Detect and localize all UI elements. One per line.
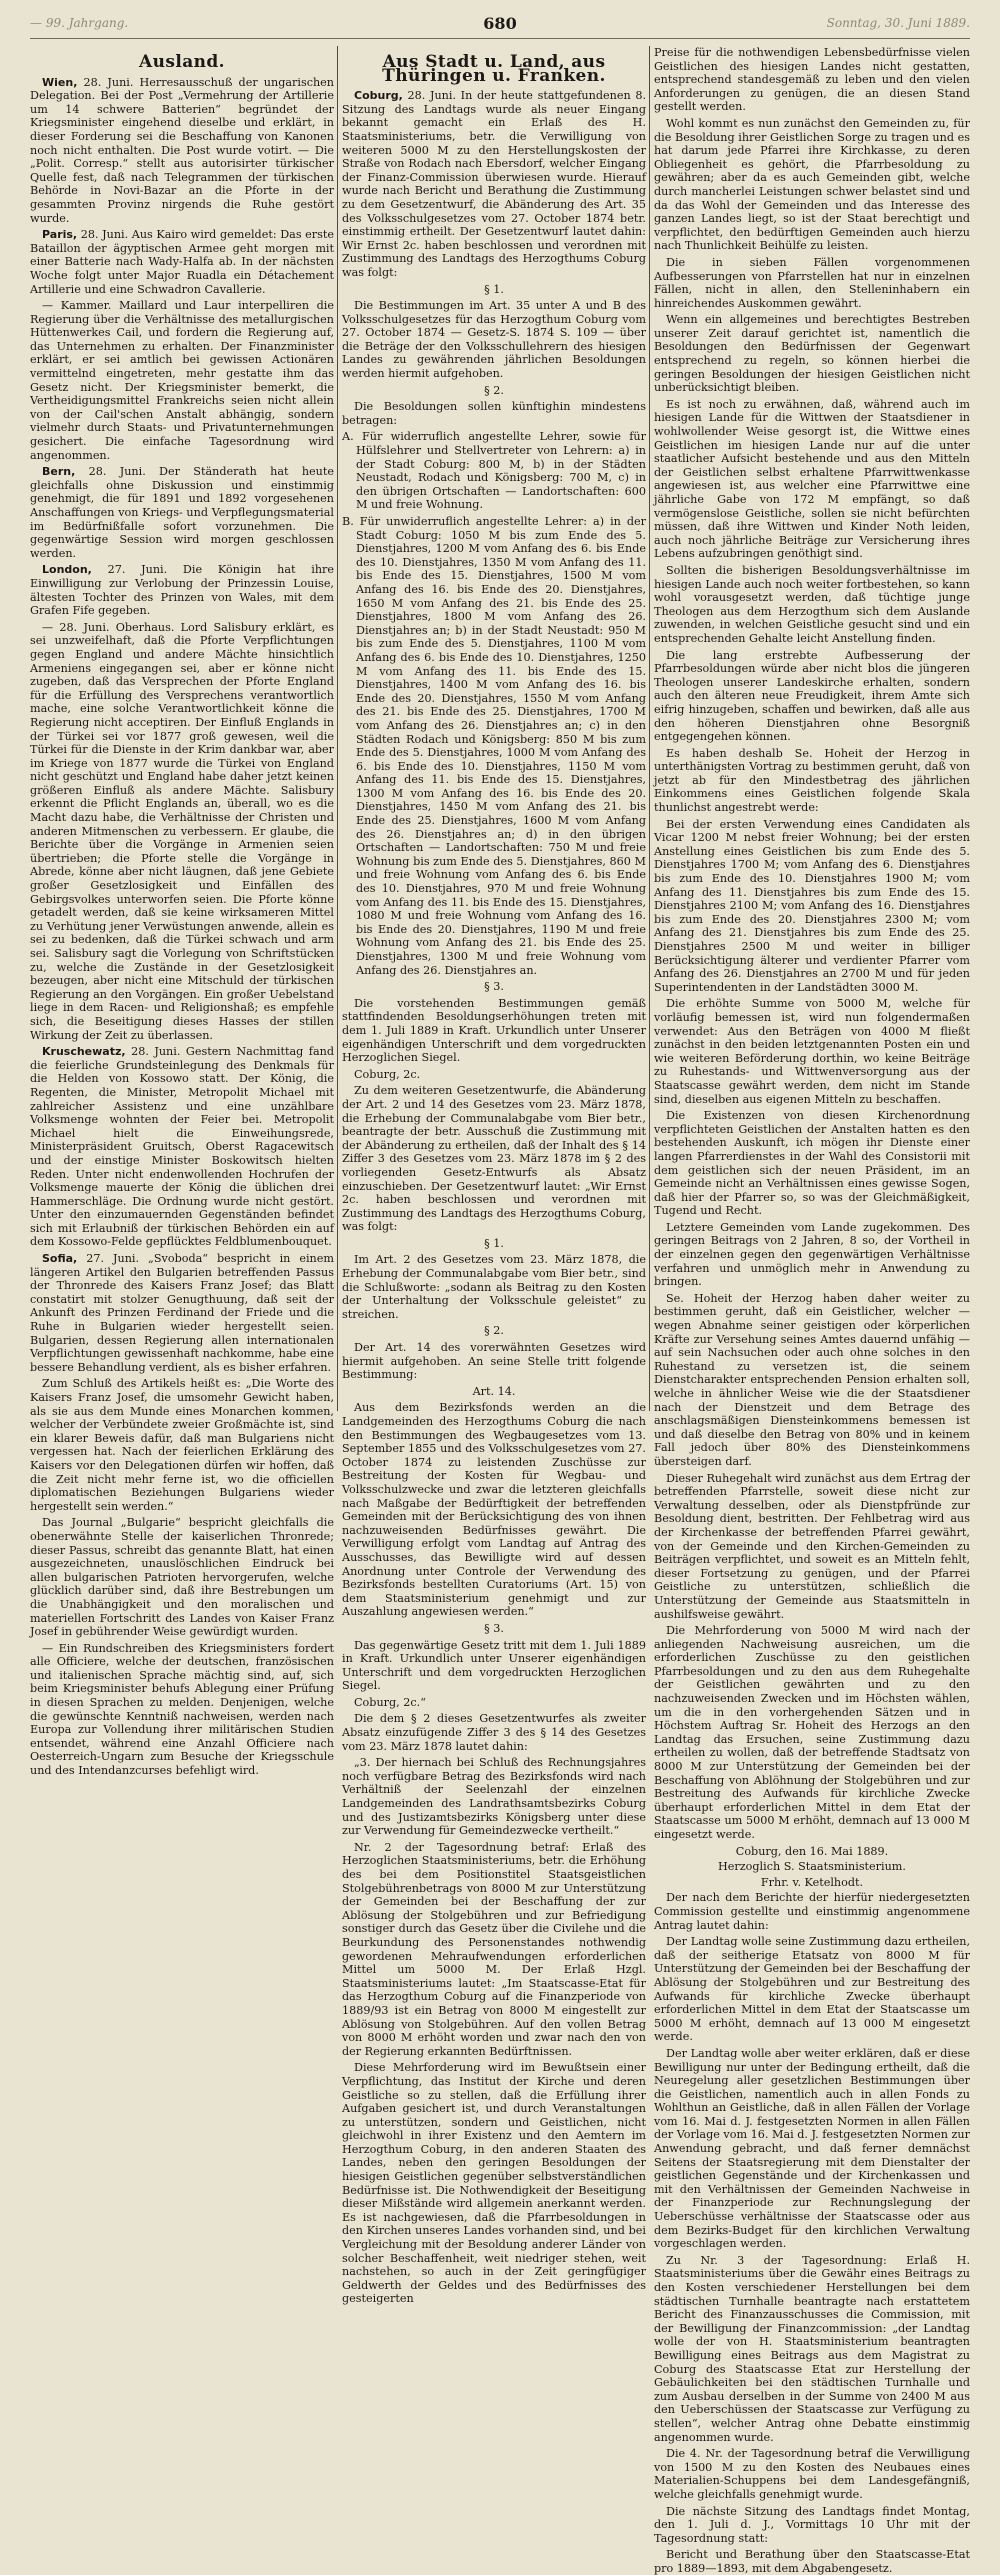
law-text: Das gegenwärtige Gesetz tritt mit dem 1. Juli 1889 in Kraft. Urkundlich unter Unserer eigenhändigen Unterschrift und dem vorgedruckten Herzoglichen Siegel. [342, 1638, 646, 1693]
law-clause-b: B. Für unwiderruflich angestellte Lehrer: a) in der Stadt Coburg: 1050 M bis zum Ende des 5. Dienstjahres, 1200 M vom Anfang des 6. bis Ende des 10. Dienstjahres, 1350 M vom Anfang des 11. bis Ende des 15. Dienstjahres, 1500 M vom Anfang des 16. bis Ende des 20. Dienstjahres, 1650 M vom Anfang des 21. bis Ende des 25. Dienstjahres, 1800 M vom Anfang des 26. Dienstjahres an; b) in der Stadt Neustadt: 950 M bis zum Ende des 5. Dienstjahres, 1100 M vom Anfang des 6. bis Ende des 10. Dienstjahres, 1250 M vom Anfang des 11. bis Ende des 15. Dienstjahres, 1400 M vom Anfang des 16. bis Ende des 20. Dienstjahres, 1550 M vom Anfang des 21. bis Ende des 25. Dienstjahres, 1700 M vom Anfang des 26. Dienstjahres an; c) in den Städten Rodach und Königsberg: 850 M bis zum Ende des 5. Dienstjahres, 1000 M vom Anfang des 6. bis Ende des 10. Dienstjahres, 1150 M vom Anfang des 11. bis Ende des 15. Dienstjahres, 1300 M vom Anfang des 16. bis Ende des 20. Dienstjahres, 1450 M vom Anfang des 21. bis Ende des 25. Dienstjahres, 1600 M vom Anfang des 26. Dienstjahres an; d) in den übrigen Ortschaften — Landortschaften: 750 M und freie Wohnung bis zum Ende des 5. Dienstjahres, 860 M und freie Wohnung vom Anfang des 6. bis Ende des 10. Dienstjahres, 970 M und freie Wohnung vom Anfang des 11. bis Ende des 15. Dienstjahres, 1080 M und freie Wohnung vom Anfang des 16. bis Ende des 20. Dienstjahres, 1190 M und freie Wohnung vom Anfang des 21. bis Ende des 25. Dienstjahres, 1300 M und freie Wohnung vom Anfang des 26. Dienstjahres an. [342, 515, 646, 977]
article-text: 27. Juni. Die Königin hat ihre Einwilligung zur Verlobung der Prinzessin Louise, ältesten Tochter des Prinzen von Wales, mit dem Grafen Fife gegeben. [30, 563, 334, 618]
law-text: Diese Mehrforderung wird im Bewußtsein einer Verpflichtung, das Institut der Kirche und deren Geistliche so zu stellen, daß die Erfüllung ihrer Aufgaben gesichert ist, und durch Veranstaltungen zu unterstützen, sondern und Geistlichen, nicht gleichwohl in ihrer Existenz und den Aemtern im Herzogthum Coburg, in den anderen Staaten des Landes, neben den geringen Besoldungen der hiesigen Geistlichen gegenüber selbstverständlichen Bedürfnisse ist. Die Nothwendigkeit der Beseitigung dieser Mißstände wird allgemein anerkannt werden. Es ist nachgewiesen, daß die Pfarrbesoldungen in den Kirchen unseres Landes vorhanden sind, und bei Vergleichung mit der Besoldung anderer Länder von solcher Beschaffenheit, weit niedriger stehen, weit nachstehen, so auch in der Zeit geringfügiger Geldwerth der Geldes und des Bedürfnisses des gesteigerten [342, 2061, 646, 2306]
column-divider [649, 46, 650, 1411]
article-heading: Art. 14. [472, 1384, 516, 1398]
news-item-bulgarie: Das Journal „Bulgarie“ bespricht gleichfalls die obenerwähnte Stelle der kaiserlichen Thronrede; dieser Passus, schreibt das genannte Blatt, hat einen ausgezeichneten, unauslöschlichen Eindruck bei allen bulgarischen Patrioten hervorgerufen, welche glücklich darüber sind, daß ihre Bestrebungen um die Unabhängigkeit und den moralischen und materiellen Fortschritt des Landes von Kaiser Franz Josef in gebührender Weise gewürdigt wurden. [30, 1516, 334, 1639]
dateline: Sofia, [42, 1252, 78, 1266]
news-item-coburg [342, 89, 646, 279]
law-text: Die Besoldungen sollen künftighin mindestens betragen: [342, 400, 646, 427]
body-paragraph: Der Landtag wolle seine Zustimmung dazu ertheilen, daß der seitherige Etatsatz von 8000 M für Unterstützung der Gemeinden bei der Beschaffung der Ablösung der Stolgebühren und zur Bestreitung des Aufwands für kirchliche Zwecke überhaupt erforderlichen Mittel in dem Etat der Staatscasse um 5000 M erhöht, demnach auf 13 000 M eingesetzt werde. [654, 1935, 970, 2044]
news-item-sofia [30, 1252, 334, 1374]
body-paragraph: Se. Hoheit der Herzog haben daher weiter zu bestimmen geruht, daß ein Geistlicher, welcher — wegen Abnahme seiner geistigen oder körperlichen Kräfte zur Versehung seines Amtes dauernd unfähig — auf sein Nachsuchen oder auch ohne solches in den Ruhestand zu versetzen ist, die seinem Dienstcharakter entsprechenden Pension erhalten soll, welche in ähnlicher Weise wie die der Staatsdiener nach der Dienstzeit und dem Betrage des anschlagsmäßigen Diensteinkommens bemessen ist und daß dieselbe den Betrag von 80% und in keinem Fall jedoch über 80% des Diensteinkommens übersteigen darf. [654, 1291, 970, 1468]
law-text: Im Art. 2 des Gesetzes vom 23. März 1878, die Erhebung der Communalabgabe vom Bier betr., sind die Schlußworte: „sodann als Beitrag zu den Kosten der Unterhaltung der Volksschule geleistet“ zu streichen. [342, 1253, 646, 1321]
news-item-sofia-continued: Zum Schluß des Artikels heißt es: „Die Worte des Kaisers Franz Josef, die umsomehr Gewicht haben, als sie aus dem Munde eines Monarchen kommen, welcher der Verbündete zweier Großmächte ist, sind ein klarer Beweis dafür, daß man Bulgariens nicht vergessen hat. Nach der feierlichen Erklärung des Kaisers vor den Delegationen dürfen wir hoffen, daß die Zeit nicht mehr ferne ist, wo die officiellen diplomatischen Beziehungen Bulgariens wieder hergestellt sein werden.“ [30, 1377, 334, 1513]
body-paragraph: Wenn ein allgemeines und berechtigtes Bestreben unserer Zeit darauf gerichtet ist, namentlich die Besoldungen den Bedürfnissen der Gegenwart entsprechend zu regeln, so können hierbei die geringen Besoldungen der hiesigen Geistlichen nicht unberücksichtigt bleiben. [654, 313, 970, 395]
law-text: Die Bestimmungen im Art. 35 unter A und B des Volksschulgesetzes für das Herzogthum Coburg vom 27. October 1874 — Gesetz-S. 1874 S. 109 — über die Beträge der den Volksschullehrern des hiesigen Landes zu gewährenden jährlichen Besoldungen werden hiermit aufgehoben. [342, 299, 646, 381]
body-paragraph: Die in sieben Fällen vorgenommenen Aufbesserungen von Pfarrstellen hat nur in einzelnen Fällen, nicht in allen, den Stelleninhabern ein hinreichendes Auskommen gewährt. [654, 255, 970, 310]
body-paragraph: Zu Nr. 3 der Tagesordnung: Erlaß H. Staatsministeriums über die Gewähr eines Beitrags zu den Kosten verschiedener Herstellungen bei dem städtischen Turnhalle beantragte nach erstattetem Bericht des Finanzausschusses die Commission, mit der Bewilligung der Finanzcommission: „der Landtag wolle der von H. Staatsministerium beantragten Bewilligung eines Beitrags aus dem Magistrat zu Coburg des Staatscasse Etat zur Herstellung der Gebäulichkeiten bei den städtischen Turnhalle und zum Ausbau derselben in der Summe von 2400 M aus den Ueberschüssen der Staatscasse zur Verfügung zu stellen“, welcher Antrag ohne Debatte einstimmig angenommen wurde. [654, 2253, 970, 2444]
section-title-stadt-land: Aus Stadt u. Land, aus Thüringen u. Franken. [382, 52, 606, 86]
law-text: Zu dem weiteren Gesetzentwurfe, die Abänderung der Art. 2 und 14 des Gesetzes vom 23. März 1878, die Erhebung der Communalabgabe vom Bier betr., beantragte der betr. Ausschuß die Zustimmung mit der Abänderung zu ertheilen, daß der Inhalt des § 14 Ziffer 3 des Gesetzes vom 23. März 1878 im § 2 des vorliegenden Gesetz-Entwurfs als Absatz einzuschieben. Der Gesetzentwurf lautet: „Wir Ernst 2c. haben beschlossen und verordnen mit Zustimmung des Landtags des Herzogthums Coburg, was folgt: [342, 1084, 646, 1234]
news-item-kruschewatz [30, 1045, 334, 1249]
dateline: Wien, [42, 75, 78, 89]
place-date-line: Coburg, den 16. Mai 1889. [735, 1844, 889, 1858]
body-paragraph: Die Mehrforderung von 5000 M wird nach der anliegenden Nachweisung ausreichen, um die erforderlichen Zuschüsse zu den geistlichen Pfarrbesoldungen und zu den aus dem Ruhegehalte der Geistlichen gewährten und zu den nachzuweisenden Zwecken und im Höchsten wählen, um die in den vorhergehenden Sätzen und in Höchstem Auftrag Sr. Hoheit des Herzogs an den Landtag das Ersuchen, seine Zustimmung dazu ertheilen zu wollen, daß der betreffende Stadtsatz von 8000 M zur Unterstützung der Gemeinden bei der Beschaffung von Ablöhnung der Stolgebühren und zur Bestreitung des Aufwands für kirchliche Zwecke überhaupt erforderlichen Mittel in dem Etat der Staatscasse um 5000 M erhöht, demnach auf 13 000 M eingesetzt werde. [654, 1624, 970, 1841]
news-item-london [30, 563, 334, 617]
article-text: 28. Juni. Der Ständerath hat heute gleichfalls ohne Diskussion und einstimmig genehmigt, die für 1891 und 1892 vorgesehenen Anschaffungen von Kriegs- und Verpflegungsmaterial im Bedürfnißfalle sofort vorzunehmen. Die gegenwärtige Session wird morgen geschlossen werden. [30, 465, 334, 560]
body-paragraph: Der nach dem Berichte der hierfür niedergesetzten Commission gestellte und einstimmig angenommene Antrag lautet dahin: [654, 1891, 970, 1932]
running-head-left: — 99. Jahrgang. [30, 16, 129, 30]
law-text: Der Art. 14 des vorerwähnten Gesetzes wird hiermit aufgehoben. An seine Stelle tritt folgende Bestimmung: [342, 1341, 646, 1382]
news-item-wien [30, 76, 334, 226]
dateline: Paris, [42, 228, 78, 242]
dateline: Kruschewatz, [42, 1045, 126, 1059]
article-text: 28. Juni. Herresausschuß der ungarischen Delegation. Bei der Post „Vermehrung der Artillerie um 14 schwere Batterien“ begründet der Kriegsminister eingehend dieselbe und erklärt, in dieser Forderung sei die Beschaffung von Kanonen noch nicht enthalten. Die Post wurde votirt. — Die „Polit. Corresp.“ stellt aus autorisirter türkischer Quelle fest, daß nach Telegrammen der türkischen Behörde in Novi-Bazar an die Pforte in der gesammten Provinz nirgends die Ruhe gestört wurde. [30, 75, 334, 225]
page-header [30, 12, 970, 39]
column-continued [654, 46, 970, 2575]
dateline: Bern, [42, 465, 76, 479]
news-item-bern [30, 465, 334, 560]
dateline: Coburg, [354, 89, 403, 103]
body-paragraph: Die nächste Sitzung des Landtags findet Montag, den 1. Juli d. J., Vormittags 10 Uhr mit der Tagesordnung statt: [654, 2504, 970, 2545]
agenda-item-2: Nr. 2 der Tagesordnung betraf: Erlaß des Herzoglichen Staatsministeriums, betr. die Erhöhung des bei dem Positionstitel Staatsgeistlichen Stolgebührenbetrags von 8000 M zur Unterstützung der Gemeinden bei der Beschaffung der zur Ablösung der Stolgebühren und zur Befriedigung sonstiger durch das Gesetz über die Civilehe und die Beurkundung des Personenstandes nothwendig gewordenen Mehraufwendungen erforderlichen Mittel um 5000 M. Der Erlaß Hzgl. Staatsministeriums lautet: „Im Staatscasse-Etat für das Herzogthum Coburg auf die Finanzperiode von 1889/93 ist ein Betrag von 8000 M eingestellt zur Ablösung von Stolgebühren. Auf den vollen Betrag von 8000 M erhöht worden und zwar nach den von der Regierung erkannten Bedürftnissen. [342, 1840, 646, 2058]
paragraph-sign: § 1. [484, 1236, 504, 1250]
place-line: Coburg, 2c.“ [354, 1695, 426, 1709]
law-text: Die dem § 2 dieses Gesetzentwurfes als zweiter Absatz einzufügende Ziffer 3 des § 14 des Gesetzes vom 23. März 1878 lautet dahin: [342, 1712, 646, 1753]
body-paragraph: Preise für die nothwendigen Lebensbedürfnisse vielen Geistlichen des hiesigen Landes nicht gestatten, entsprechend standesgemäß zu leben und den vielen Anforderungen zu genügen, die an diesen Stand gestellt werden. [654, 46, 970, 114]
paragraph-sign: § 3. [484, 980, 504, 994]
news-item-rundschreiben: — Ein Rundschreiben des Kriegsministers fordert alle Officiere, welche der deutschen, französischen und italienischen Sprache mächtig sind, auf, sich beim Kriegsminister behufs Ablegung einer Prüfung in diesen Sprachen zu melden. Denjenigen, welche die gewünschte Kenntniß nachweisen, werden nach Europa zur Vollendung ihrer militärischen Studien entsendet, während eine Anzahl Officiere nach Oesterreich-Ungarn zum Besuche der Kriegsschule und des Intendanzcurses befehligt wird. [30, 1641, 334, 1778]
article-text: 27. Juni. „Svoboda“ bespricht in einem längeren Artikel den Bulgarien betreffenden Passus der Thronrede des Kaisers Franz Josef; das Blatt constatirt mit stolzer Genugthuung, daß seit der Ankunft des Prinzen Ferdinand der Friede und die Ruhe in Bulgarien wieder hergestellt seien. Bulgarien, dessen Regierung allen internationalen Verpflichtungen gewissenhaft nachkomme, habe eine bessere Behandlung verdient, als es bisher erfahren. [30, 1252, 334, 1374]
dateline: London, [42, 563, 92, 577]
paragraph-sign: § 1. [484, 282, 504, 296]
body-paragraph: Der Landtag wolle aber weiter erklären, daß er diese Bewilligung nur unter der Bedingung ertheilt, daß die Neuregelung aller gesetzlichen Bestimmungen über die Geistlichen, namentlich auch in allen Fonds zu Wohlthun an Geistliche, daß in allen Fällen der Vorlage vom 16. Mai d. J. festgesetzten Normen in allen Fällen der Vorlage vom 16. Mai d. J. festgesetzten Normen zur Anwendung gebracht, und daß ferner demnächst Seitens der Staatsregierung mit dem Dienstalter der geistlichen Gegenstände und der Kirchenkassen und mit den Verhältnissen der Gemeinden Nachweise in der Finanzperiode zur Rechnungslegung der Ueberschüsse verhältnisse der Staatscasse oder aus dem Bezirks-Budget für den kirchlichen Verwaltung vorgeschlagen werden. [654, 2046, 970, 2251]
news-item-oberhaus: — 28. Juni. Oberhaus. Lord Salisbury erklärt, es sei unzweifelhaft, daß die Pforte Verpflichtungen gegen England und andere Mächte hinsichtlich Armeniens eingegangen sei, aber er könne nicht zugeben, daß das Versprechen der Pforte England für die Erfüllung des Versprechens verantwortlich mache, eine solche Verantwortlichkeit könne die Regierung nicht acceptiren. Der Einfluß Englands in der Türkei sei vor 1877 groß gewesen, weil die Türkei für die Dienste in der Krim dankbar war, aber im Kriege von 1877 wurde die Türkei von England nicht geschützt und England habe daher jetzt keinen größeren Einfluß als andere Mächte. Salisbury erkennt die Pflicht Englands an, überall, wo es die Macht dazu habe, die Verhältnisse der Christen und anderen Mitmenschen zu verbessern. Er glaube, die Berichte über die Vorgänge in Armenien seien übertrieben; die Pforte stelle die Vorgänge in Abrede, könne aber nicht läugnen, daß jene Gebiete großer Gesetzlosigkeit und Einfällen des Gebirgsvolkes unterworfen seien. Die Pforte könne getadelt werden, daß sie keine wirksameren Mittel zu Verhütung jener Verwüstungen anwende, allein es sei zu bedenken, daß die Türkei schwach und arm sei. Salisbury sagt die Vorlegung von Schriftstücken zu, welche die Zustände in der Gesetzlosigkeit bezeugen, aber nicht eine Mitschuld der türkischen Regierung an den Vorgängen. Ein großer Uebelstand liege in dem Racen- und Religionshaß; es empfehle sich, die Beseitigung dieses Hasses der stillen Wirkung der Zeit zu überlassen. [30, 620, 334, 1042]
body-paragraph: Die 4. Nr. der Tagesordnung betraf die Verwilligung von 1500 M zu den Kosten des Neubaues eines Materialien-Schuppens bei dem Landesgefängniß, welche gleichfalls genehmigt wurde. [654, 2447, 970, 2501]
body-paragraph: Sollten die bisherigen Besoldungsverhältnisse im hiesigen Lande auch noch weiter fortbestehen, so kann wohl vorausgesetzt werden, daß tüchtige junge Theologen aus dem Herzogthum sich dem Auslande zuwenden, in welchen Geistliche gesucht sind und ein entsprechenden Gehalte leicht Anstellung finden. [654, 563, 970, 645]
article-text: 28. Juni. In der heute stattgefundenen 8. Sitzung des Landtags wurde als neuer Eingang bekannt gemacht ein Erlaß des H. Staatsministeriums, betr. die Verwilligung von weiteren 5000 M zu den Herstellungskosten der Straße von Rodach nach Ebersdorf, welcher Eingang der Finanz-Commission überwiesen wurde. Hierauf wurde nach Bericht und Berathung die Zustimmung zu dem Gesetzentwurf, die Abänderung des Art. 35 des Volksschulgesetzes vom 27. October 1874 betr. einstimmig ertheilt. Der Gesetzentwurf lautet dahin: Wir Ernst 2c. haben beschlossen und verordnen mit Zustimmung des Landtags des Herzogthums Coburg was folgt: [342, 89, 647, 279]
body-paragraph: Die Existenzen von diesen Kirchenordnung verpflichteten Geistlichen der Anstalten hatten es den bestehenden Auskunft, ich mögen ihr Dienste einer langen Pfarrerdienstes in der Wahl des Consistorii mit dem geistlichen sich der neuen Präsident, im an Gemeinde nicht an Verhältnissen eines gewisse Sogen, daß hier der Pfarrer so, so was der Gleichmäßigkeit, Tugend und Recht. [654, 1109, 970, 1218]
law-text: Die vorstehenden Bestimmungen gemäß stattfindenden Besoldungserhöhungen treten mit dem 1. Juli 1889 in Kraft. Urkundlich unter Unserer eigenhändigen Unterschrift und dem vorgedruckten Herzoglichen Siegel. [342, 996, 646, 1065]
article-text: 28. Juni. Gestern Nachmittag fand die feierliche Grundsteinlegung des Denkmals für die Helden von Kossowo statt. Der König, die Regenten, die Minister, Metropolit Michael mit zahlreicher Assistenz und eine unzählbare Volksmenge wohnten der Feier bei. Metropolit Michael hielt die Einweihungsrede, Ministerpräsident Gruitsch, Oberst Ragacewitsch und der einstige Minister Boskowitsch hielten Reden. Unter nicht endenwollenden Hochrufen der Volksmenge mauerte der König die üblichen drei Hammerschläge. Die Ordnung wurde nicht gestört. Unter den einzumauernden Gegenständen befindet sich mit Erlaubniß der türkischen Behörden ein auf dem Kossowo-Felde gepflücktes Feldblumenbouquet. [30, 1045, 334, 1249]
page-number: 680 [483, 14, 517, 33]
body-paragraph: Die lang erstrebte Aufbesserung der Pfarrbesoldungen würde aber nicht blos die jüngeren Theologen unserer Landeskirche erhalten, sondern auch den älteren neue Freudigkeit, ihrem Amte sich eifrig hinzugeben, schaffen und bewirken, daß alle aus den höheren Dienstjahren ohne Besorgniß entgegengehen können. [654, 648, 970, 744]
column-divider [337, 46, 338, 1411]
article-text: 28. Juni. Aus Kairo wird gemeldet: Das erste Bataillon der ägyptischen Armee geht morgen mit einer Batterie nach Wady-Halfa ab. In der nächsten Woche folgt unter Major Ruadla ein Détachement Artillerie und eine Schwadron Cavallerie. [30, 228, 334, 296]
place-line: Coburg, 2c. [354, 1067, 421, 1081]
law-text: Aus dem Bezirksfonds werden an die Landgemeinden des Herzogthums Coburg die nach den Bestimmungen des Wegbaugesetzes vom 13. September 1855 und des Volksschulgesetzes vom 27. October 1874 zu leistenden Zuschüsse zur Bestreitung der Kosten für Wegbau- und Volksschulzwecke und zwar die letzteren gleichfalls nach Maßgabe der Bedürftigkeit der betreffenden Gemeinden mit der Berücksichtigung des von ihnen nachzuweisenden Bedürfnisses gewährt. Die Verwilligung erfolgt vom Landtag auf Antrag des Ausschusses, das Bewilligte wird auf dessen Anordnung unter Controle der Verwendung des Bezirksfonds bestellten Curatoriums (Art. 15) von dem Staatsministerium genehmigt und zur Auszahlung angewiesen werden.“ [342, 1401, 646, 1619]
signature-line: Frhr. v. Ketelhodt. [760, 1875, 864, 1889]
law-text: „3. Der hiernach bei Schluß des Rechnungsjahres noch verfügbare Betrag des Bezirksfonds wird nach Verhältniß der Seelenzahl der einzelnen Landgemeinden des Landrathsamtsbezirks Coburg und des Justizamtsbezirks Königsberg unter diese zur Verwendung für Gemeindezwecke vertheilt.“ [342, 1756, 646, 1838]
ministry-line: Herzoglich S. Staatsministerium. [718, 1860, 906, 1874]
column-ausland [30, 46, 334, 1778]
body-paragraph: Die erhöhte Summe von 5000 M, welche für vorläufig bemessen ist, wird nun folgendermaßen verwendet: Aus den Beträgen von 4000 M fließt zunächst in den beiden letztgenannten Posten ein und wie weiteren Beförderung dorthin, wo keine Beiträge zu Ruhestands- und Wittwenversorgung aus der Staatscasse gewährt werden, dem nicht im Stande sind, dieselben aus eigenen Mitteln zu beschaffen. [654, 997, 970, 1106]
paragraph-sign: § 2. [484, 383, 504, 397]
section-title-ausland: Ausland. [139, 52, 225, 72]
law-clause-a: A. Für widerruflich angestellte Lehrer, sowie für Hülfslehrer und Stellvertreter von Lehrern: a) in der Stadt Coburg: 800 M, b) in der Städten Neustadt, Rodach und Königsberg: 700 M, c) in den übrigen Ortschaften — Landortschaften: 600 M und freie Wohnung. [342, 430, 646, 512]
paragraph-sign: § 2. [484, 1324, 504, 1338]
body-paragraph: Bei der ersten Verwendung eines Candidaten als Vicar 1200 M nebst freier Wohnung; bei der ersten Anstellung eines Geistlichen bis zum Ende des 5. Dienstjahres 1700 M; vom Anfang des 6. Dienstjahres bis zum Ende des 10. Dienstjahres 1900 M; vom Anfang des 11. Dienstjahres bis zum Ende des 15. Dienstjahres 2100 M; vom Anfang des 16. Dienstjahres bis zum Ende des 20. Dienstjahres 2300 M; vom Anfang des 21. Dienstjahres bis zum Ende des 25. Dienstjahres 2500 M und weiter in billiger Berücksichtigung älterer und verdienter Pfarrer vom Anfang des 26. Dienstjahres an 2700 M und für jeden Superintendenten in der Landstädten 3000 M. [654, 817, 970, 994]
body-paragraph: Bericht und Berathung über den Staatscasse-Etat pro 1889—1893, mit dem Abgabengesetz. [654, 2548, 970, 2575]
body-paragraph: Es ist noch zu erwähnen, daß, während auch im hiesigen Lande für die Wittwen der Staatsdiener in wohlwollender Weise gesorgt ist, die Wittwe eines Geistlichen im hiesigen Lande nur auf die unter staatlicher Aufsicht bestehende und aus den Mitteln der Geistlichen selbst erhaltene Pfarrwittwenkasse angewiesen ist, aus welcher eine Pfarrwittwe eine jährliche Gabe von 172 M empfängt, so daß vermögenslose Geistliche, sollen sie nicht befürchten müssen, daß ihre Wittwen und Kinder Noth leiden, auch noch jährliche Beiträge zur Versicherung ihres Lebens aufzubringen genöthigt sind. [654, 397, 970, 561]
news-item-kammer: — Kammer. Maillard und Laur interpelliren die Regierung über die Verhältnisse des metallurgischen Hüttenwerkes Cail, und fordern die Regierung auf, das Unternehmen zu erhalten. Der Finanzminister erklärt, er sei amtlich bei gewissen Actionären vermittelnd eingetreten, mehr gestatte ihm das Gesetz nicht. Der Kriegsminister bemerkt, die Vertheidigungsmittel Frankreichs seien nicht allein von der Cail'schen Anstalt abhängig, sondern vielmehr durch Staats- und Privatunternehmungen gesichert. Die einfache Tagesordnung wird angenommen. [30, 299, 334, 462]
column-stadt-land [342, 46, 647, 2306]
body-paragraph: Dieser Ruhegehalt wird zunächst aus dem Ertrag der betreffenden Pfarrstelle, soweit diese nicht zur Verwaltung desselben, oder als Dienstpfründe zur Besoldung dient, bestritten. Der Fehlbetrag wird aus der Kirchenkasse der betreffenden Pfarrei gewährt, von der Gemeinde und den Kirchen-Gemeinden zu Beiträgen verpflichtet, und soweit es an Mitteln fehlt, dieser Fortsetzung zu genügen, und der Pfarrei Geistliche zu unterstützen, schließlich die Unterstützung der Gemeinde aus Staatsmitteln in aushilfsweise gewährt. [654, 1471, 970, 1621]
running-head-right: Sonntag, 30. Juni 1889. [826, 16, 970, 30]
news-item-paris [30, 228, 334, 296]
body-paragraph: Letztere Gemeinden vom Lande zugekommen. Des geringen Beitrags von 2 Jahren, 8 so, der Vortheil in der einzelnen gegen den gegenwärtigen Verhältnisse verfahren und unmöglich mehr in Anwendung zu bringen. [654, 1220, 970, 1289]
paragraph-sign: § 3. [484, 1621, 504, 1635]
body-paragraph: Wohl kommt es nun zunächst den Gemeinden zu, für die Besoldung ihrer Geistlichen Sorge zu tragen und es hat darum jede Pfarrei ihre Kirchkasse, zu deren Obliegenheit es gehört, die Pfarrbesoldung zu gewähren; aber da es auch Gemeinden gibt, welche durch mancherlei Leistungen schwer belastet sind und da das Wohl der Gemeinden und das Interesse des ganzen Landes liegt, so ist der Staat berechtigt und verpflichtet, den bedürftigen Gemeinden auch hierzu nach Thunlichkeit Beihülfe zu leisten. [654, 116, 970, 253]
body-paragraph: Es haben deshalb Se. Hoheit der Herzog in unterthänigsten Vortrag zu bestimmen geruht, daß von jetzt ab für den Mindestbetrag des jährlichen Einkommens eines Geistlichen folgende Skala thunlichst angestrebt werde: [654, 746, 970, 815]
